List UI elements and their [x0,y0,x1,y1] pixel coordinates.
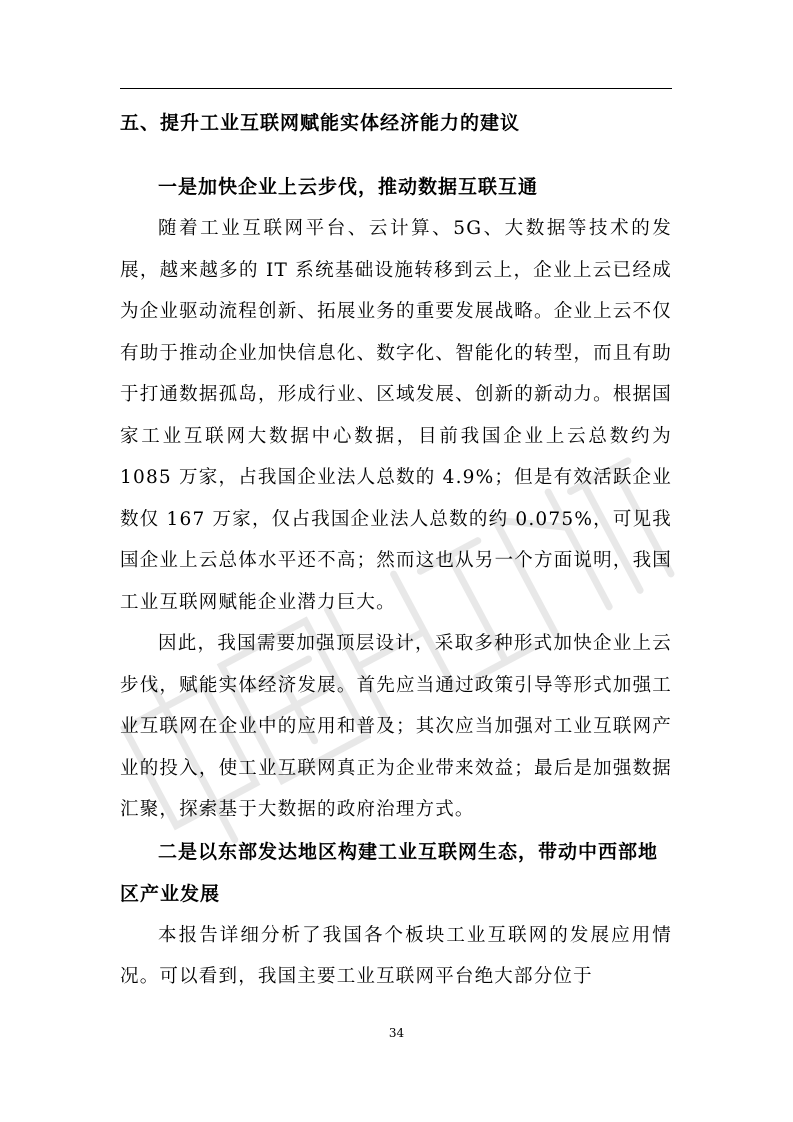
paragraph: 因此，我国需要加强顶层设计，采取多种形式加快企业上云步伐，赋能实体经济发展。首先应当通过政策引导等形式加强工业互联网在企业中的应用和普及；其次应当加强对工业互联网产业的投入，使工业互联网真正为企业带来效益；最后是加强数据汇聚，探索基于大数据的政府治理方式。 [120,633,672,820]
page-number: 34 [388,1026,405,1040]
header-rule [120,88,672,89]
section-title: 五、提升工业互联网赋能实体经济能力的建议 [120,112,521,134]
paragraph: 本报告详细分析了我国各个板块工业互联网的发展应用情况。可以看到，我国主要工业互联网平台绝大部分位于 [120,924,672,987]
paragraph: 随着工业互联网平台、云计算、5G、大数据等技术的发展，越来越多的 IT 系统基础设施转移到云上，企业上云已经成为企业驱动流程创新、拓展业务的重要发展战略。企业上云不仅有助于推动企业加快信息化、数字化、智能化的转型，而且有助于打通数据孤岛，形成行业、区域发展、创新的新动力。根据国家工业互联网大数据中心数据，目前我国企业上云总数约为 1085 万家，占我国企业法人总数的 4.9%；但是有效活跃企业数仅 167 万家，仅占我国企业法人总数的约 0.075%，可见我国企业上云总体水平还不高；然而这也从另一个方面说明，我国工业互联网赋能企业潜力巨大。 [120,218,672,613]
subsection-heading-1: 一是加快企业上云步伐，推动数据互联互通 [158,176,539,198]
document-body [120,102,672,998]
subsection-heading-2: 二是以东部发达地区构建工业互联网生态，带动中西部地区产业发展 [120,840,659,905]
